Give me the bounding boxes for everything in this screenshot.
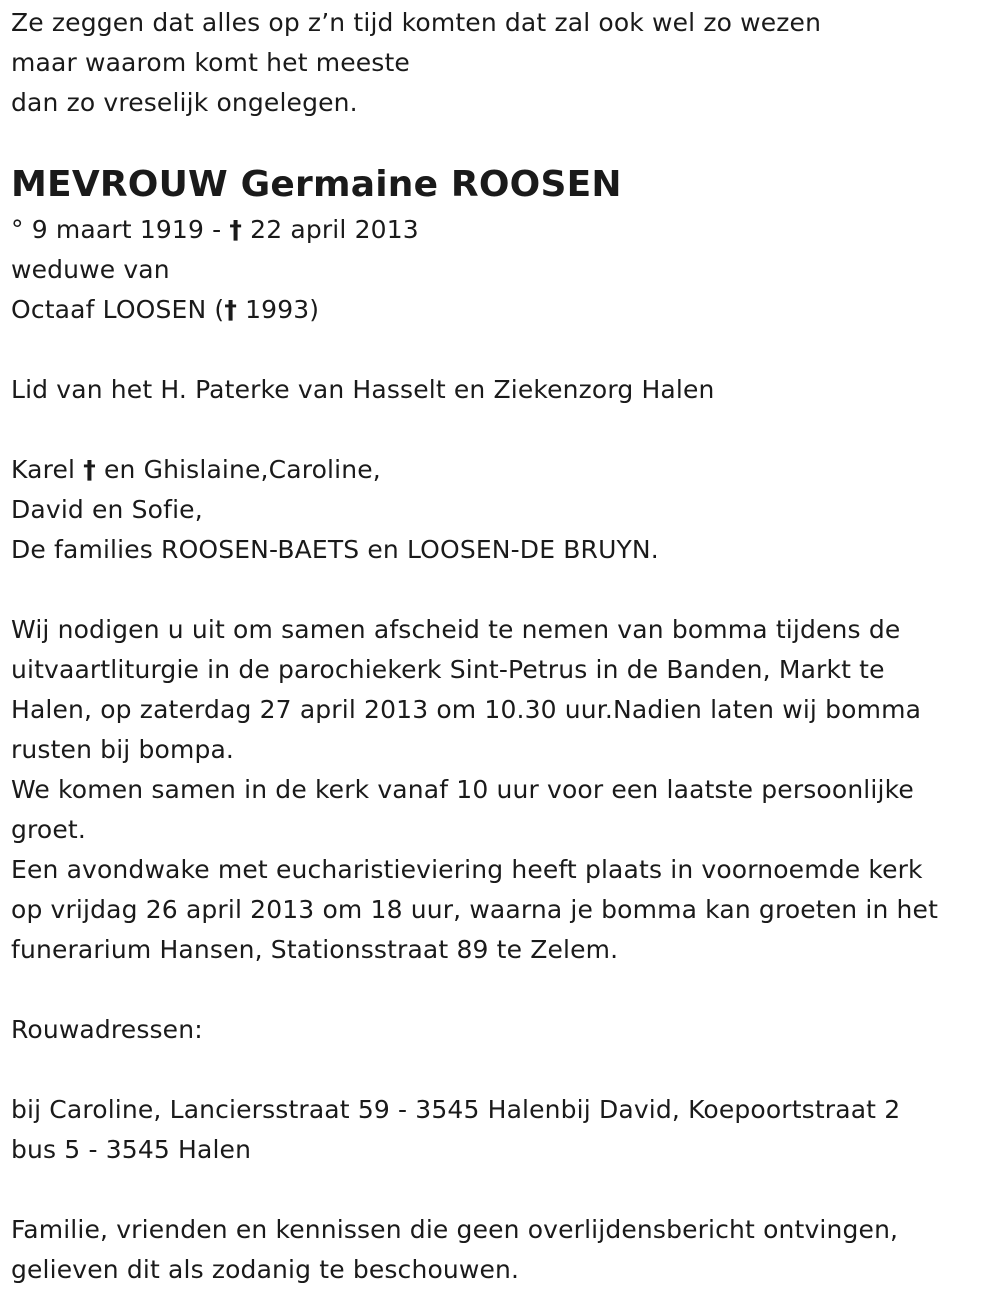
spouse — [11, 290, 991, 330]
ceremony-line: We komen samen in de kerk vanaf 10 uur voor een laatste persoonlijke — [11, 775, 914, 804]
cross-icon: † — [83, 455, 96, 484]
family-name: en Ghislaine,Caroline, — [95, 455, 381, 484]
poem-line: dan zo vreselijk ongelegen. — [11, 88, 358, 117]
closing-note — [11, 1210, 991, 1290]
family-line: De families ROOSEN-BAETS en LOOSEN-DE BRUYN. — [11, 535, 659, 564]
life-dates — [11, 210, 991, 250]
spacer — [11, 1050, 991, 1090]
cross-icon: † — [224, 295, 237, 324]
ceremony-line: Wij nodigen u uit om samen afscheid te nemen van bomma tijdens de — [11, 615, 901, 644]
spouse-name: Octaaf LOOSEN ( — [11, 295, 225, 324]
address-line: bij Caroline, Lanciersstraat 59 - 3545 Halenbij David, Koepoortstraat 2 — [11, 1095, 901, 1124]
poem-line: Ze zeggen dat alles op z’n tijd komten dat zal ook wel zo wezen — [11, 8, 822, 37]
spacer — [11, 970, 991, 1010]
birth-date: ° 9 maart 1919 - — [11, 215, 230, 244]
spouse-death-year: 1993) — [236, 295, 320, 324]
ceremony-line: groet. — [11, 815, 86, 844]
ceremony-paragraph — [11, 610, 991, 970]
death-date: 22 april 2013 — [242, 215, 419, 244]
spacer — [11, 1170, 991, 1210]
widow-of-label: weduwe van — [11, 255, 170, 284]
ceremony-line: uitvaartliturgie in de parochiekerk Sint-Petrus in de Banden, Markt te — [11, 655, 885, 684]
address-line: bus 5 - 3545 Halen — [11, 1135, 252, 1164]
ceremony-line: Halen, op zaterdag 27 april 2013 om 10.30 uur.Nadien laten wij bomma — [11, 695, 922, 724]
poem-line: maar waarom komt het meeste — [11, 48, 410, 77]
spacer — [11, 570, 991, 610]
ceremony-line: op vrijdag 26 april 2013 om 18 uur, waarna je bomma kan groeten in het — [11, 895, 939, 924]
obituary-document — [11, 3, 991, 1290]
ceremony-line: funerarium Hansen, Stationsstraat 89 te Zelem. — [11, 935, 619, 964]
closing-line: gelieven dit als zodanig te beschouwen. — [11, 1255, 520, 1284]
cross-icon: † — [229, 215, 243, 244]
family-name: Karel — [11, 455, 84, 484]
spacer — [11, 410, 991, 450]
addresses — [11, 1090, 991, 1170]
membership: Lid van het H. Paterke van Hasselt en Ziekenzorg Halen — [11, 375, 715, 404]
closing-line: Familie, vrienden en kennissen die geen overlijdensbericht ontvingen, — [11, 1215, 899, 1244]
deceased-name: MEVROUW Germaine ROOSEN — [11, 164, 622, 205]
spacer — [11, 330, 991, 370]
poem — [11, 3, 991, 123]
family-line — [11, 450, 991, 490]
ceremony-line: Een avondwake met eucharistieviering heeft plaats in voornoemde kerk — [11, 855, 923, 884]
ceremony-line: rusten bij bompa. — [11, 735, 235, 764]
addresses-label: Rouwadressen: — [11, 1015, 203, 1044]
family-line: David en Sofie, — [11, 495, 203, 524]
